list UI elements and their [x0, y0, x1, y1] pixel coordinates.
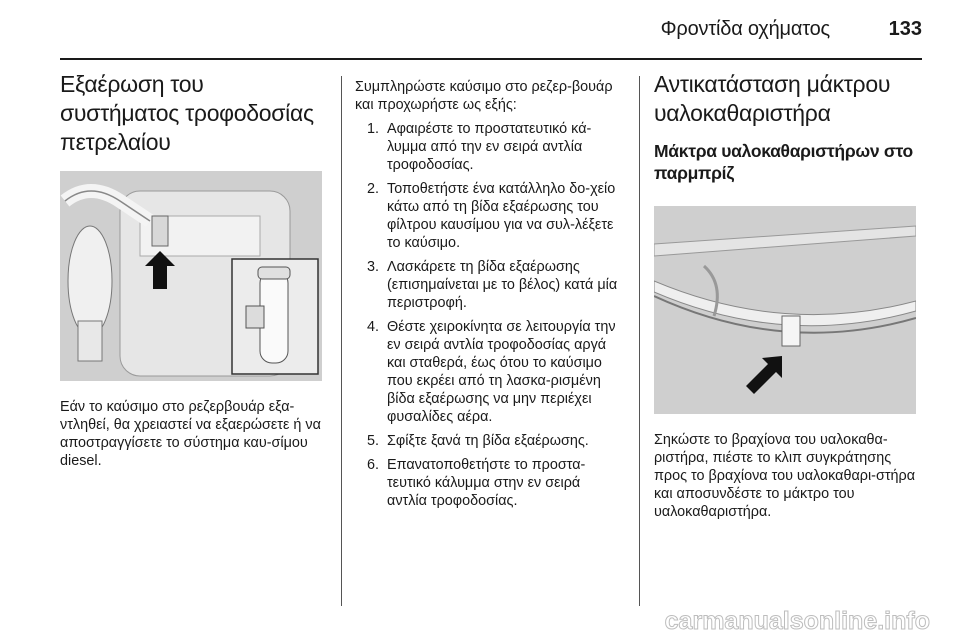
- column-1: [60, 70, 328, 470]
- section-heading-wiper-blade: Αντικατάσταση μάκτρου υαλοκαθαριστήρα: [654, 71, 891, 126]
- procedure-step: 2. Τοποθετήστε ένα κατάλληλο δο-χείο κάτω από τη βίδα εξαέρωσης του φίλτρου καυσίμου για να συλ-λέξετε το καύσιμο.: [367, 181, 616, 251]
- page-number: 133: [888, 18, 922, 40]
- procedure-step: 5. Σφίξτε ξανά τη βίδα εξαέρωσης.: [367, 433, 589, 449]
- procedure-steps: [355, 120, 623, 510]
- fuel-bleeding-paragraph: Εάν το καύσιμο στο ρεζερβουάρ εξα-ντληθεί, θα χρειαστεί να εξαερώσετε ή να αποστραγγίσετε το σύστημα καυ-σίμου diesel.: [60, 399, 321, 469]
- procedure-step: 3. Λασκάρετε τη βίδα εξαέρωσης (επισημαίνεται με το βέλος) κατά μία περιστροφή.: [367, 259, 618, 311]
- wiper-paragraph: Σηκώστε το βραχίονα του υαλοκαθα-ριστήρα, πιέστε το κλιπ συγκράτησης προς το βραχίονα του υαλοκαθαρι-στήρα και αποσυνδέστε το μάκτρο του υαλοκαθαριστήρα.: [654, 432, 916, 520]
- subheading-windscreen-wipers: Μάκτρα υαλοκαθαριστήρων στο παρμπρίζ: [654, 141, 913, 183]
- fuel-filter-drawing: [60, 171, 322, 381]
- column-divider-1: [341, 76, 342, 606]
- column-divider-2: [639, 76, 640, 606]
- procedure-step: 1. Αφαιρέστε το προστατευτικό κά-λυμμα από την εν σειρά αντλία τροφοδοσίας.: [367, 121, 592, 173]
- procedure-step: 4. Θέστε χειροκίνητα σε λειτουργία την εν σειρά αντλία τροφοδοσίας αργά και σταθερά, έως ότου το καύσιμο που εκρέει από τη λασκα-ρισμένη βίδα εξαέρωσης να μην περιέχει φυσαλίδες αέρα.: [367, 319, 616, 425]
- wiper-blade-drawing: [654, 206, 916, 414]
- header-rule: [60, 58, 922, 60]
- running-header-title: Φροντίδα οχήματος: [660, 18, 830, 40]
- carmanualsonline-watermark: [600, 606, 940, 636]
- svg-text:carmanualsonline.info: carmanualsonline.info: [664, 607, 930, 635]
- column-2: [355, 78, 623, 510]
- wiper-blade-illustration: [654, 206, 916, 414]
- procedure-intro: Συμπληρώστε καύσιμο στο ρεζερ-βουάρ και προχωρήστε ως εξής:: [355, 79, 613, 113]
- procedure-step: 6. Επανατοποθετήστε το προστα-τευτικό κάλυμμα στην εν σειρά αντλία τροφοδοσίας.: [367, 457, 586, 509]
- fuel-filter-illustration: [60, 171, 322, 381]
- section-heading-fuel-bleeding: Εξαέρωση του συστήματος τροφοδοσίας πετρελαίου: [60, 71, 314, 155]
- watermark-logo: [600, 606, 940, 636]
- column-3: [654, 70, 922, 521]
